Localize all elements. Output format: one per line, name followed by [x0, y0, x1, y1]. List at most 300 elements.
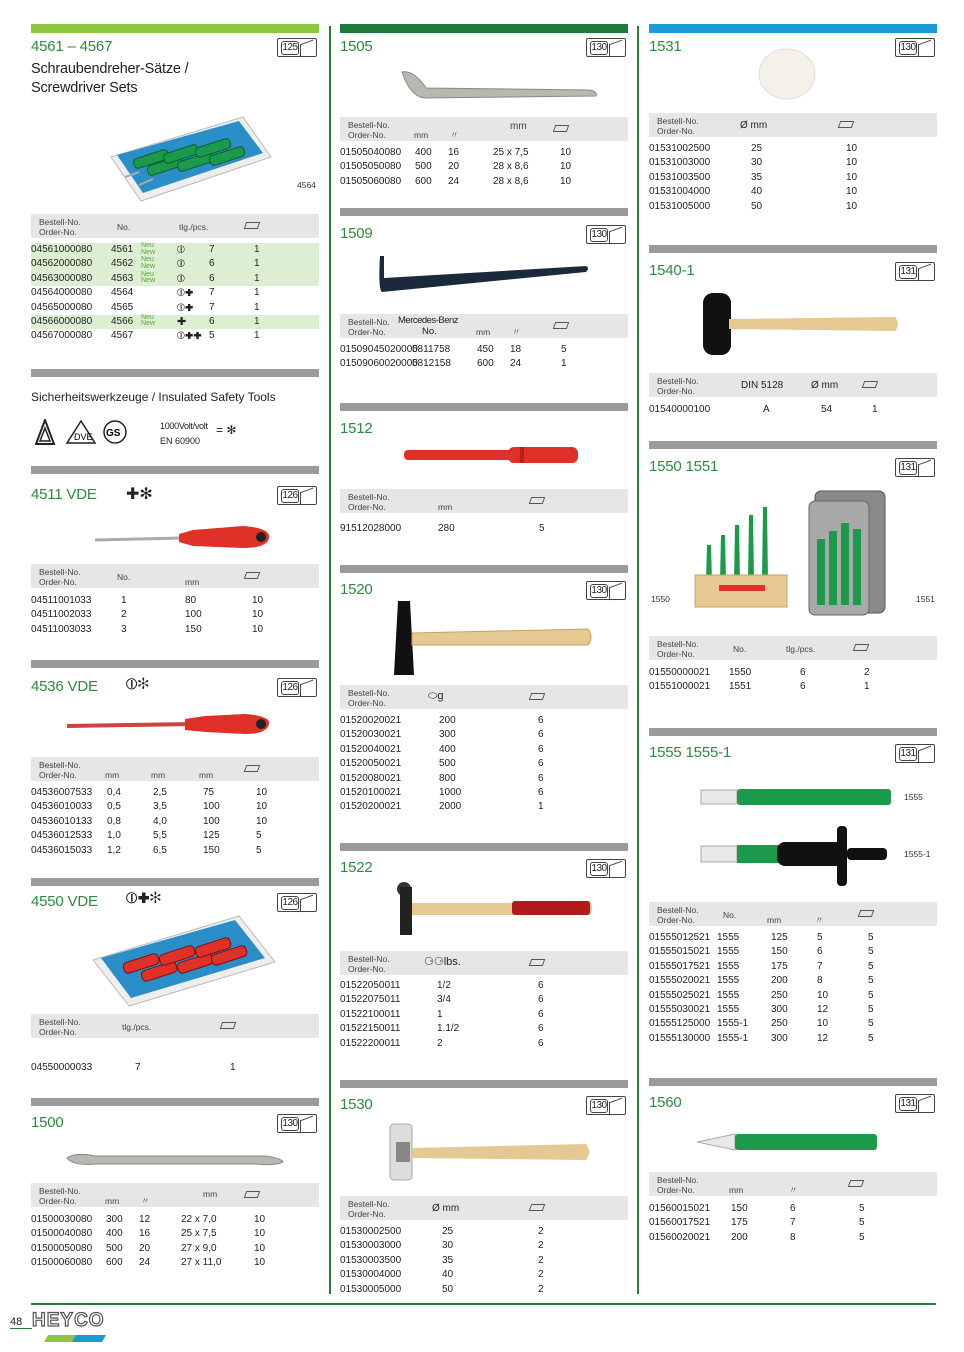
section-bar: [649, 245, 937, 253]
table-row: [649, 1032, 937, 1046]
table-cell-c: 100: [203, 801, 220, 813]
table-cell-qty: 10: [846, 143, 858, 154]
table-cell-mm: 175: [771, 960, 788, 972]
table-cell-dia: 30: [442, 1240, 454, 1252]
table-row: [31, 1242, 319, 1256]
section-bar: [31, 466, 319, 474]
table-cell-b: 6: [790, 1203, 796, 1214]
table-cell-g: 200: [439, 715, 456, 726]
table-cell-order: 04562000080: [31, 258, 93, 270]
new-badge: Neu New: [141, 256, 156, 270]
table-row: [31, 623, 319, 637]
table-row: [649, 171, 937, 185]
table-cell-b: 10: [817, 989, 829, 1001]
table-cell-order: 01520200021: [340, 801, 402, 813]
table-cell-qty: 2: [538, 1254, 544, 1266]
section-title: 1522: [340, 859, 373, 876]
table-cell-g: 2000: [439, 801, 462, 813]
table-cell-pcs: 6: [800, 667, 806, 678]
table-cell-order: 01550000021: [649, 667, 711, 678]
image-label: 1555-1: [904, 849, 931, 859]
pointed-chisel-image: [695, 1130, 881, 1154]
table-cell-b: 5,5: [153, 830, 167, 842]
section-bar: [649, 728, 937, 736]
table-header: Bestell-No. Order-No. mm mm mm: [31, 757, 319, 781]
table-cell-order: 01555030021: [649, 1003, 711, 1015]
svg-text:GS: GS: [106, 428, 121, 439]
table-cell-icons: ⦶: [177, 272, 185, 285]
table-cell-pcs: 6: [209, 258, 215, 270]
table-row: [649, 156, 937, 170]
table-cell-qty: 10: [846, 171, 858, 183]
table-cell-b: 16: [139, 1228, 151, 1240]
table-cell-dia: 40: [442, 1269, 454, 1281]
table-header: Bestell-No. Order-No. mm: [340, 489, 628, 513]
table-cell-b: 4,0: [153, 815, 167, 827]
table-cell-dia: 35: [442, 1254, 454, 1266]
table-cell-order: 01555025021: [649, 989, 711, 1001]
table-cell-qty: 10: [252, 623, 264, 635]
table-cell-c: 25 x 7,5: [181, 1228, 217, 1240]
table-cell-no: 1555: [717, 960, 740, 972]
vde-gs-mark-icon: [65, 419, 131, 445]
table-cell-qty: 10: [256, 787, 268, 798]
hammer-image: [390, 599, 594, 679]
section-title: 1555 1555-1: [649, 744, 732, 761]
table-cell-qty: 10: [846, 200, 858, 212]
table-cell-qty: 1: [872, 404, 878, 415]
table-cell-qty: 6: [538, 729, 544, 741]
section-subtitle: Schraubendreher-Sätze / Screwdriver Sets: [31, 61, 189, 96]
table-cell-qty: 10: [254, 1257, 266, 1269]
table-row: [31, 844, 319, 858]
table-cell-order: 91512028000: [340, 523, 402, 534]
table-cell-order: 04564000080: [31, 287, 93, 299]
page-ref-badge[interactable]: 131: [895, 744, 935, 763]
table-cell-lbs: 1: [437, 1008, 443, 1020]
table-cell-icons: ✚: [177, 315, 187, 328]
table-row: [649, 1017, 937, 1031]
table-cell-no: 1555: [717, 932, 740, 943]
table-header: Bestell-No. Order-No. tlg./pcs.: [31, 1014, 319, 1038]
screwdriver-set-image: [103, 109, 275, 204]
section-1560: [649, 1078, 937, 1258]
new-badge: Neu New: [141, 270, 156, 285]
svg-text:DVE: DVE: [74, 432, 93, 442]
table-cell-order: 04536010033: [31, 801, 93, 813]
table-cell-c: 150: [203, 844, 220, 856]
table-cell-qty: 2: [864, 667, 870, 678]
table-cell-order: 01505050080: [340, 161, 402, 173]
table-cell-no: 1: [121, 595, 127, 606]
page-ref-badge[interactable]: 131: [895, 1094, 935, 1113]
page-ref-badge[interactable]: 126: [277, 678, 317, 697]
table-cell-order: 01522200011: [340, 1037, 401, 1049]
table-cell-order: 01505040080: [340, 147, 402, 158]
column-divider: [329, 26, 331, 1294]
table-cell-qty: 2: [538, 1240, 544, 1252]
table-cell-no: 1555-1: [717, 1018, 749, 1030]
table-cell-c: 75: [203, 787, 215, 798]
brand-logo: HEYCO: [32, 1310, 114, 1344]
table-cell-qty: 2: [538, 1269, 544, 1281]
page-ref-badge[interactable]: 130: [586, 1096, 626, 1115]
table-row: [340, 1254, 628, 1268]
table-cell-b: 24: [448, 175, 460, 187]
table-header: Bestell-No. Order-No. Ø mm: [340, 1196, 628, 1220]
table-cell-b: 18: [510, 344, 522, 355]
table-cell-qty: 10: [254, 1214, 266, 1225]
table-row: [340, 160, 628, 174]
table-cell-qty: 1: [230, 1062, 236, 1073]
table-cell-qty: 10: [252, 595, 264, 606]
table-cell-no: 4565: [111, 301, 134, 313]
table-cell-mm: 280: [438, 523, 455, 534]
table-cell-qty: 10: [254, 1242, 266, 1254]
table-cell-b: 20: [139, 1242, 151, 1254]
phillips-icon: ✚✻: [126, 486, 153, 503]
table-cell-order: 01555130000: [649, 1032, 711, 1044]
section-1500: [31, 1098, 319, 1278]
table-cell-qty: 6: [538, 1023, 544, 1035]
table-cell-b: 24: [510, 358, 522, 370]
table-cell-order: 01540000100: [649, 404, 711, 415]
table-cell-g: 300: [439, 729, 456, 741]
table-cell-order: 01530005000: [340, 1283, 402, 1295]
table-header: Bestell-No. Order-No. mm 〃 mm: [340, 117, 628, 141]
image-label: 1551: [916, 594, 935, 604]
table-cell-no: 4561: [111, 244, 134, 255]
page-ref-badge[interactable]: 130: [277, 1114, 317, 1133]
table-cell-dia: 35: [751, 171, 763, 183]
table-cell-dia: 25: [442, 1226, 454, 1237]
table-row: [31, 594, 319, 608]
table-cell-order: 01520080021: [340, 772, 402, 784]
section-title: 1509: [340, 225, 373, 242]
page-ref-badge[interactable]: 130: [895, 38, 935, 57]
table-cell-no: 1555: [717, 1003, 740, 1015]
table-cell-order: 01509045020000: [340, 344, 418, 355]
vde-set-image: [89, 910, 279, 1010]
image-label: 1555: [904, 792, 923, 802]
new-badge: Neu New: [141, 313, 156, 328]
section-bar: [340, 403, 628, 411]
table-cell-order: 01560015021: [649, 1203, 711, 1214]
table-cell-order: 01522150011: [340, 1023, 401, 1035]
section-4536-vde: [31, 660, 319, 870]
tire-lever-image: [65, 1150, 285, 1170]
table-header: Bestell-No. Order-No. No. tlg./pcs.: [31, 214, 319, 238]
table-cell-order: 01531004000: [649, 186, 711, 198]
table-cell-qty: 5: [539, 523, 545, 534]
tire-lever-bent-image: [400, 68, 600, 102]
section-bar: [340, 843, 628, 851]
section-title: 4561 – 4567: [31, 38, 113, 55]
table-cell-qty: 10: [256, 801, 268, 813]
table-cell-qty: 10: [252, 609, 264, 621]
page-ref-badge[interactable]: 126: [277, 486, 317, 505]
table-cell-order: 04536010133: [31, 815, 93, 827]
table-cell-order: 01555125000: [649, 1018, 711, 1030]
table-cell-mm: 250: [771, 1018, 788, 1030]
section-bar: [31, 369, 319, 377]
section-title: 1520: [340, 581, 373, 598]
table-cell-dia: 50: [751, 200, 763, 212]
table-row: [340, 1283, 628, 1297]
table-cell-mm: 100: [185, 609, 202, 621]
table-cell-dia: 30: [751, 157, 763, 169]
table-cell-b: 8: [817, 975, 823, 987]
product-table: [31, 786, 319, 858]
table-cell-order: 04566000080: [31, 315, 93, 327]
table-cell-no: 4567: [111, 330, 134, 342]
table-row: [340, 743, 628, 757]
table-row: [31, 815, 319, 829]
table-cell-b: 3,5: [153, 801, 167, 813]
table-cell-order: 04561000080: [31, 244, 93, 255]
table-row: [31, 800, 319, 814]
product-table: [649, 403, 937, 417]
section-1530: [340, 1080, 628, 1295]
table-cell-lbs: 3/4: [437, 994, 451, 1006]
table-cell-icons: ⦶✚✚: [177, 330, 202, 343]
rubber-mallet-image: [697, 291, 901, 357]
pry-bar-image: [376, 254, 592, 294]
table-cell-b: 6,5: [153, 844, 167, 856]
table-cell-order: 01551000021: [649, 681, 711, 693]
table-cell-g: 400: [439, 743, 456, 755]
dc-ac-icon: = ✻: [216, 423, 237, 437]
table-cell-order: 01522075011: [340, 994, 401, 1006]
table-cell-order: 01555015021: [649, 946, 711, 958]
table-cell-order: 01560020021: [649, 1231, 711, 1243]
product-table: [340, 979, 628, 1051]
new-badge: Neu New: [141, 242, 156, 256]
table-row: [340, 357, 628, 371]
table-cell-mm: 200: [731, 1231, 748, 1243]
table-cell-mm: 150: [185, 623, 202, 635]
table-row: [340, 728, 628, 742]
table-header: Bestell-No. Order-No. Ø mm: [649, 113, 937, 137]
replacement-face-image: [757, 44, 817, 100]
soft-face-hammer-image: [386, 1120, 592, 1184]
product-table: [649, 931, 937, 1046]
section-1505: [340, 24, 628, 199]
table-row: [31, 257, 319, 271]
table-cell-order: 04563000080: [31, 272, 93, 284]
table-row: [649, 200, 937, 214]
table-cell-qty: 5: [868, 1032, 874, 1044]
section-title: 1540-1: [649, 262, 695, 279]
table-cell-qty: 5: [868, 946, 874, 958]
table-header: Bestell-No. Order-No. DIN 5128 Ø mm: [649, 373, 937, 397]
table-cell-b: 12: [817, 1003, 829, 1015]
table-cell-c: 100: [203, 815, 220, 827]
table-cell-icons: ⦶✚: [177, 287, 194, 300]
table-cell-mm: 125: [771, 932, 788, 943]
table-cell-icons: ⦶: [177, 258, 185, 271]
section-title: 1512: [340, 420, 373, 437]
section-title: 1500: [31, 1114, 64, 1131]
table-cell-b: 5: [817, 932, 823, 943]
table-row: [31, 1213, 319, 1227]
table-cell-no: 1551: [729, 681, 752, 693]
table-cell-qty: 6: [538, 758, 544, 770]
table-cell-mm: 500: [106, 1242, 123, 1254]
table-row: [340, 343, 628, 357]
table-cell-no: 2: [121, 609, 127, 621]
table-cell-qty: 1: [561, 358, 567, 370]
page-ref-badge[interactable]: 130: [586, 859, 626, 878]
product-table: [31, 1061, 319, 1075]
table-cell-qty: 5: [868, 932, 874, 943]
table-cell-qty: 5: [868, 1018, 874, 1030]
flat-chisel-guard-image: [697, 824, 893, 888]
table-cell-qty: 1: [254, 287, 260, 299]
product-table: [31, 594, 319, 637]
table-cell-qty: 1: [254, 272, 260, 284]
table-row: [31, 829, 319, 843]
table-cell-qty: 1: [254, 330, 260, 342]
product-table: [31, 243, 319, 344]
table-cell-order: 01509060020000: [340, 358, 418, 370]
table-cell-a: 0,8: [107, 815, 121, 827]
table-row: [649, 185, 937, 199]
table-cell-pcs: 7: [209, 244, 215, 255]
table-cell-order: 04565000080: [31, 301, 93, 313]
table-header: Bestell-No. Order-No. No. mm: [31, 564, 319, 588]
section-bar: [340, 24, 628, 33]
table-cell-order: 01522100011: [340, 1008, 401, 1020]
insulated-bar-image: [400, 443, 580, 469]
table-cell-qty: 1: [254, 258, 260, 270]
table-cell-order: 01500040080: [31, 1228, 93, 1240]
chisel-set-stand-image: [693, 505, 791, 611]
card-icon: [245, 220, 259, 230]
table-cell-order: 01520040021: [340, 743, 402, 755]
table-row: [340, 146, 628, 160]
table-cell-mb: 5811758: [412, 344, 451, 355]
table-row: [649, 974, 937, 988]
norm-label: EN 60900: [160, 436, 201, 446]
section-title: 1531: [649, 38, 682, 55]
table-row: [649, 945, 937, 959]
table-cell-b: 6: [817, 946, 823, 958]
table-cell-qty: 5: [256, 844, 262, 856]
footer-rule: [31, 1303, 936, 1305]
section-bar: [31, 24, 319, 33]
table-cell-g: 1000: [439, 786, 462, 798]
table-row: [31, 286, 319, 300]
table-cell-order: 01520020021: [340, 715, 402, 726]
table-cell-b: 16: [448, 147, 460, 158]
table-cell-c: 27 x 9,0: [181, 1242, 217, 1254]
table-cell-qty: 10: [846, 186, 858, 198]
table-cell-b: 12: [817, 1032, 829, 1044]
section-title: 1530: [340, 1096, 373, 1113]
table-cell-pcs: 5: [209, 330, 215, 342]
page-ref-badge[interactable]: 130: [586, 225, 626, 244]
table-cell-order: 04550000033: [31, 1062, 93, 1073]
table-cell-g: 500: [439, 758, 456, 770]
table-cell-order: 01500030080: [31, 1214, 93, 1225]
product-table: [340, 343, 628, 372]
table-cell-mm: 600: [415, 175, 432, 187]
table-cell-c: 28 x 8,6: [493, 175, 529, 187]
page-ref-badge[interactable]: 125: [277, 38, 317, 57]
table-cell-c: 25 x 7,5: [493, 147, 529, 158]
table-cell-order: 01530003500: [340, 1254, 402, 1266]
table-row: [649, 666, 937, 680]
section-title: 1505: [340, 38, 373, 55]
table-cell-order: 04511001033: [31, 595, 92, 606]
table-cell-mm: 300: [106, 1214, 123, 1225]
table-row: [340, 1225, 628, 1239]
table-cell-icons: ⦶✚: [177, 301, 194, 314]
table-header: Bestell-No. Order-No. No. mm 〃: [649, 902, 937, 926]
table-cell-qty: 5: [868, 989, 874, 1001]
table-cell-qty: 6: [538, 786, 544, 798]
table-row: [340, 1239, 628, 1253]
vde-screwdriver-image: [65, 706, 275, 742]
section-bar: [649, 24, 937, 33]
table-row: [340, 772, 628, 786]
table-row: [31, 1061, 319, 1075]
table-cell-order: 01560017521: [649, 1217, 711, 1229]
section-1550-1551: [649, 441, 937, 711]
table-cell-qty: 6: [538, 715, 544, 726]
table-cell-mm: 80: [185, 595, 197, 606]
table-row: [340, 757, 628, 771]
table-row: [340, 714, 628, 728]
page-ref-badge[interactable]: 130: [586, 38, 626, 57]
table-row: [649, 403, 937, 417]
page-ref-badge[interactable]: 131: [895, 458, 935, 477]
safety-title: Sicherheitswerkzeuge / Insulated Safety Tools: [31, 390, 276, 404]
image-label: 4564: [297, 180, 316, 190]
table-cell-no: 1555-1: [717, 1032, 749, 1044]
table-cell-qty: 2: [538, 1226, 544, 1237]
section-bar: [649, 441, 937, 449]
table-cell-lbs: 1.1/2: [437, 1023, 460, 1035]
table-header: Bestell-No. Order-No. mm 〃 mm: [31, 1183, 319, 1207]
table-cell-no: 4566: [111, 315, 134, 327]
table-cell-a: 1,0: [107, 830, 121, 842]
page-ref-badge[interactable]: 126: [277, 893, 317, 912]
table-cell-b: 24: [139, 1257, 151, 1269]
table-cell-qty: 10: [560, 161, 572, 173]
voltage-label: 1000Volt/volt: [160, 421, 208, 431]
table-cell-no: 4562: [111, 258, 134, 270]
table-cell-no: 1555: [717, 946, 740, 958]
table-cell-qty: 1: [254, 244, 260, 255]
table-row: [649, 1003, 937, 1017]
section-1540-1: [649, 245, 937, 430]
section-title: 1550 1551: [649, 458, 719, 475]
product-table: [340, 146, 628, 189]
table-row: [31, 1256, 319, 1270]
chisel-set-case-image: [805, 489, 889, 617]
page-ref-badge[interactable]: 131: [895, 262, 935, 281]
table-cell-qty: 6: [538, 1037, 544, 1049]
table-cell-qty: 5: [868, 1003, 874, 1015]
section-1520: [340, 565, 628, 825]
table-cell-mm: 150: [771, 946, 788, 958]
table-row: [649, 989, 937, 1003]
table-row: [340, 800, 628, 814]
page-ref-badge[interactable]: 130: [586, 581, 626, 600]
table-cell-no: 4563: [111, 272, 134, 284]
